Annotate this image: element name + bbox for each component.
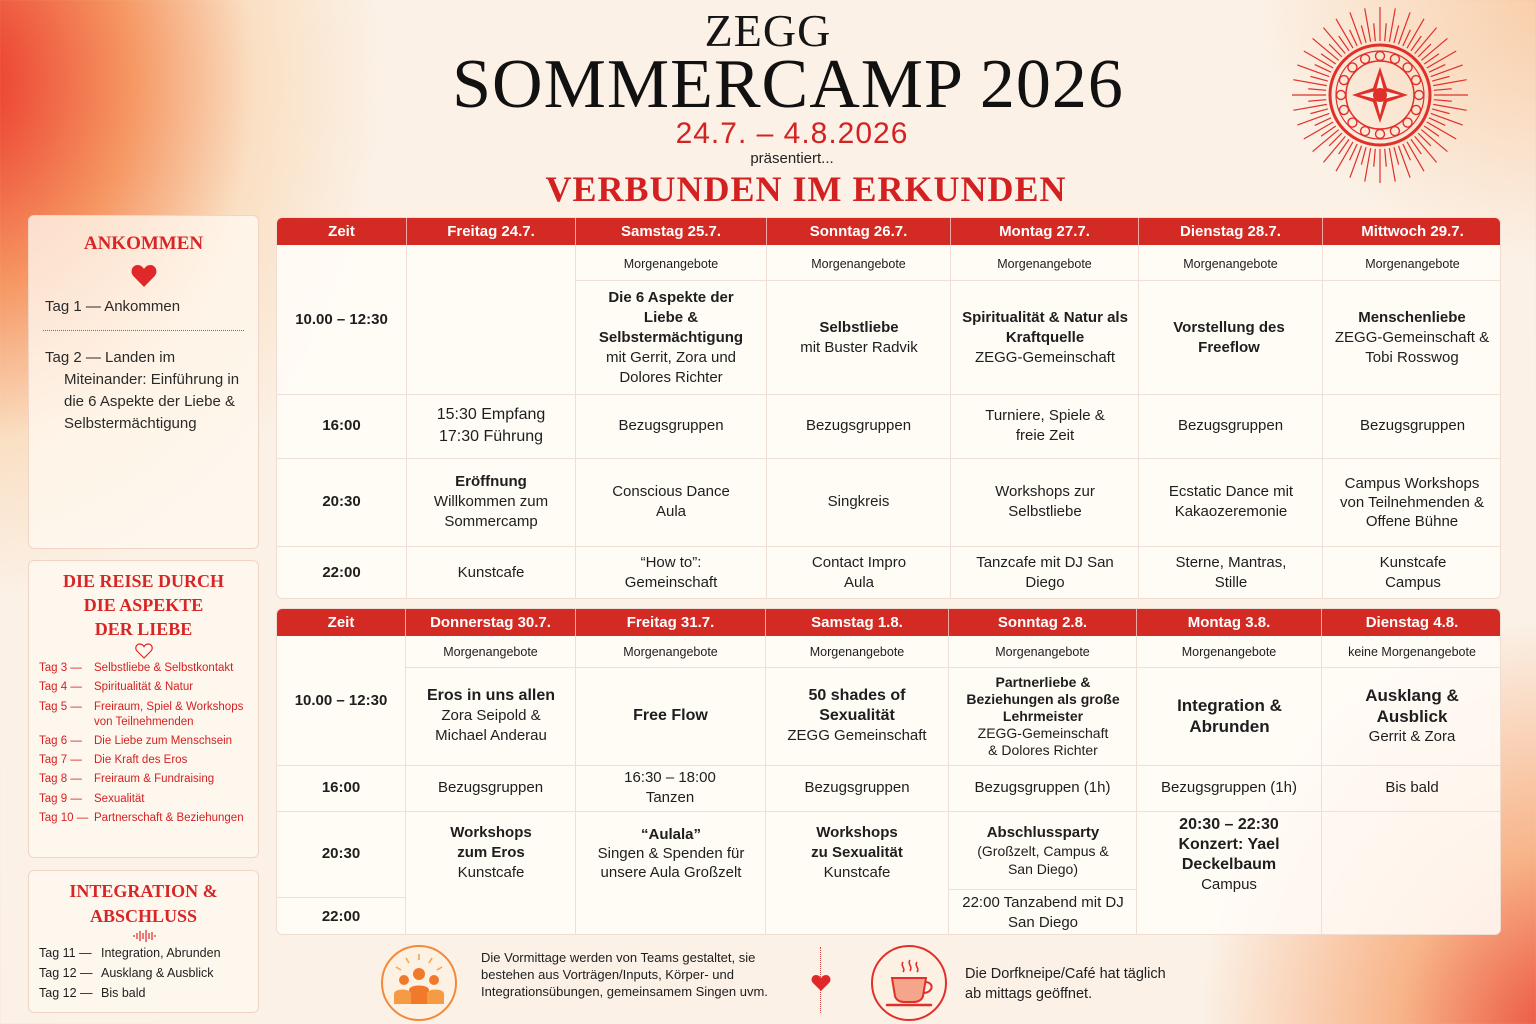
day-theme: Bis bald [101, 986, 146, 1000]
session-title: Ausklang & Ausblick [1365, 686, 1459, 726]
session-cell: Ecstatic Dance mit Kakaozeremonie [1168, 483, 1294, 520]
session-cell: Tanzcafe mit DJ San Diego [976, 554, 1114, 591]
session-cell: Campus Workshops von Teilnehmenden & Offene Bühne [1340, 474, 1484, 530]
morning-offer: keine Morgenangebote [1348, 645, 1476, 659]
closing-title [29, 879, 258, 929]
table-header-row [277, 218, 1501, 245]
session-cell [417, 815, 565, 891]
morning-offer: Morgenangebote [1183, 257, 1278, 271]
session-title: 50 shades of Sexualität [808, 687, 906, 724]
session-cell: 22:00 Tanzabend mit DJ San Diego [962, 894, 1124, 931]
arrival-day-2: Tag 2 — Landen im Miteinander: Einführung in die 6 Aspekte der Liebe & Selbstermächtigung [45, 349, 240, 432]
session-title: “Aulala” [640, 825, 701, 843]
wave-icon [132, 929, 156, 943]
journey-panel [28, 560, 259, 858]
morning-offer: Morgenangebote [811, 257, 906, 271]
session-title: Abschlussparty [986, 824, 1100, 841]
day-theme: Spiritualität & Natur [94, 681, 194, 694]
day-theme: Sexualität [94, 792, 145, 805]
column-header: Mittwoch 29.7. [1361, 223, 1464, 240]
column-header: Donnerstag 30.7. [406, 609, 576, 636]
session-cell [777, 284, 941, 392]
day-theme: Freiraum & Fundraising [94, 773, 215, 786]
session-cell: Singkreis [827, 493, 890, 510]
time-slot: 10.00 – 12:30 [294, 691, 388, 709]
journey-title [29, 569, 258, 641]
day-theme: Partnerschaft & Beziehungen [94, 812, 244, 825]
camp-dates: 24.7. – 4.8.2026 [675, 117, 909, 150]
time-slot: 10.00 – 12:30 [295, 310, 388, 328]
time-slot: 22:00 [321, 907, 361, 925]
session-cell: Conscious Dance Aula [612, 483, 730, 520]
session-cell [593, 284, 749, 392]
day-theme: Die Kraft des Eros [94, 754, 188, 767]
divider [43, 330, 244, 331]
heart-icon [811, 974, 831, 992]
session-host: ZEGG-Gemeinschaft [974, 349, 1116, 366]
session-host: ZEGG-Gemeinschaft & Tobi Rosswog [1334, 329, 1490, 366]
session-title: 20:30 – 22:30 Konzert: Yael Deckelbaum [1178, 816, 1280, 873]
session-title: Vorstellung des Freeflow [1173, 319, 1285, 356]
journey-day [29, 700, 258, 730]
day-number: Tag 12 — [39, 966, 93, 980]
camp-motto: VERBUNDEN IM ERKUNDEN [545, 169, 1067, 209]
session-cell: Workshops zur Selbstliebe [995, 483, 1095, 520]
day-number: Tag 6 — [39, 734, 82, 747]
journey-title-line: DIE REISE DURCH [62, 571, 225, 591]
journey-title-line: DER LIEBE [94, 619, 193, 639]
session-cell [955, 667, 1131, 765]
session-cell: Kunstcafe [457, 564, 525, 581]
journey-day [29, 792, 258, 807]
day-number: Tag 10 — [39, 812, 89, 825]
column-header: Zeit [277, 609, 406, 636]
session-title: Integration & Abrunden [1177, 696, 1282, 736]
sun-mandala-icon [1290, 5, 1470, 185]
page-title: SOMMERCAMP 2026 [452, 46, 1124, 123]
column-header: Dienstag 4.8. [1365, 614, 1459, 631]
time-slot: 22:00 [322, 564, 361, 581]
morning-offer: Morgenangebote [1365, 257, 1460, 271]
session-cell: Bezugsgruppen [1177, 417, 1284, 434]
day-number: Tag 7 — [39, 754, 82, 767]
session-cell: 16:30 – 18:00 Tanzen [624, 769, 716, 806]
column-header: Sonntag 26.7. [767, 218, 951, 245]
morning-offer: Morgenangebote [809, 645, 905, 659]
day-number: Tag 4 — [39, 681, 82, 694]
session-cell: Bezugsgruppen [437, 779, 544, 796]
arrival-panel [28, 215, 259, 549]
session-cell: Bezugsgruppen [805, 417, 912, 434]
session-cell: Bezugsgruppen [804, 779, 910, 796]
session-title: Partnerliebe & Beziehungen als große Lehrmeister [966, 673, 1120, 724]
session-title: Selbstliebe [819, 319, 899, 336]
day-number: Tag 3 — [39, 662, 82, 674]
morning-offer: Morgenangebote [443, 645, 538, 659]
session-cell [417, 458, 565, 546]
session-cell [576, 669, 765, 763]
group-icon [380, 944, 458, 1022]
table-header-row [277, 609, 1501, 636]
day-number: Tag 12 — [39, 986, 93, 1000]
schedule-week-2 [276, 608, 1501, 935]
arrival-day-1: Tag 1 — Ankommen [45, 298, 181, 315]
session-cell: Kunstcafe Campus [1379, 554, 1447, 591]
time-slot: 16:00 [322, 417, 361, 434]
morning-offer: Morgenangebote [623, 257, 719, 271]
day-theme: Die Liebe zum Menschsein [94, 734, 233, 747]
day-theme: Ausklang & Ausblick [101, 966, 214, 980]
session-host: Kunstcafe [823, 864, 891, 881]
session-host: ZEGG Gemeinschaft [787, 727, 927, 744]
closing-panel [28, 870, 259, 1013]
session-host: Singen & Spenden für unsere Aula Großzelt [597, 844, 745, 881]
day-number: Tag 9 — [39, 792, 82, 805]
journey-day [29, 661, 258, 676]
session-cell: Bezugsgruppen (1h) [1161, 779, 1297, 796]
session-host: mit Buster Radvik [800, 339, 918, 356]
day-number: Tag 5 — [39, 700, 82, 713]
session-title: Menschenliebe [1358, 309, 1466, 326]
session-cell [1147, 813, 1311, 897]
day-theme: Freiraum, Spiel & Workshops von Teilnehmenden [94, 700, 244, 728]
closing-day [29, 985, 258, 1001]
journey-day [29, 811, 258, 826]
column-header: Freitag 24.7. [407, 218, 576, 245]
time-slot: 20:30 [322, 493, 361, 510]
arrival-title: ANKOMMEN [83, 233, 204, 254]
session-host: Gerrit & Zora [1368, 728, 1456, 745]
session-host: (Großzelt, Campus & San Diego) [977, 843, 1109, 877]
session-host: ZEGG-Gemeinschaft & Dolores Richter [977, 724, 1109, 758]
session-cell [1165, 284, 1293, 392]
session-cell [1342, 669, 1482, 763]
time-slot: 16:00 [321, 779, 361, 796]
day-number: Tag 11 — [39, 946, 92, 960]
closing-day [29, 945, 258, 961]
session-title: Spiritualität & Natur als Kraftquelle [962, 309, 1128, 346]
time-slot: 20:30 [321, 845, 361, 862]
column-header: Montag 3.8. [1137, 609, 1322, 636]
session-cell: “How to”: Gemeinschaft [624, 554, 718, 591]
morning-offer: Morgenangebote [997, 257, 1092, 271]
morning-teams-note: Die Vormittage werden von Teams gestaltet, sie bestehen aus Vorträgen/Inputs, Körper- und Integrationsübungen, gemeinsamem Singen uvm. [481, 950, 768, 999]
day-number: Tag 8 — [39, 773, 82, 786]
session-cell: Contact Impro Aula [811, 554, 907, 591]
journey-day [29, 680, 258, 695]
day-theme: Selbstliebe & Selbstkontakt [94, 662, 234, 674]
column-header: Zeit [277, 218, 407, 245]
coffee-cup-icon [870, 944, 948, 1022]
closing-title-line: ABSCHLUSS [89, 906, 198, 926]
session-cell [961, 284, 1129, 392]
session-cell: Bis bald [1385, 779, 1439, 796]
morning-offer: Morgenangebote [995, 645, 1090, 659]
session-host: Campus [1201, 876, 1257, 893]
session-title: Free Flow [633, 707, 708, 724]
session-title: Eröffnung [455, 473, 527, 490]
session-host: Willkommen zum Sommercamp [433, 493, 549, 530]
closing-day [29, 965, 258, 981]
session-cell: Bezugsgruppen [618, 417, 724, 434]
session-cell: Turniere, Spiele & freie Zeit [985, 407, 1105, 444]
session-cell [776, 815, 938, 891]
session-cell [586, 815, 756, 891]
column-header: Dienstag 28.7. [1139, 218, 1323, 245]
session-cell [417, 669, 565, 763]
column-header: Freitag 31.7. [576, 609, 766, 636]
cafe-note: Die Dorfkneipe/Café hat täglich ab mittags geöffnet. [965, 966, 1166, 1002]
heart-outline-icon [135, 643, 153, 659]
journey-day [29, 772, 258, 787]
column-header: Sonntag 2.8. [949, 609, 1137, 636]
schedule-week-1 [276, 217, 1501, 599]
session-host: mit Gerrit, Zora und Dolores Richter [605, 349, 737, 386]
journey-day [29, 734, 258, 749]
column-header: Montag 27.7. [951, 218, 1139, 245]
presents-text: präsentiert... [750, 150, 834, 167]
session-title: Workshops zu Sexualität [811, 824, 903, 861]
heart-icon [131, 264, 157, 288]
column-header: Samstag 1.8. [766, 609, 949, 636]
session-cell [776, 669, 938, 763]
session-cell: 15:30 Empfang 17:30 Führung [436, 406, 546, 445]
brand-name: ZEGG [704, 5, 832, 56]
session-cell: Bezugsgruppen (1h) [974, 779, 1111, 796]
journey-title-line: DIE ASPEKTE [83, 595, 204, 615]
journey-day [29, 753, 258, 768]
session-title: Workshops zum Eros [450, 824, 532, 861]
session-host: Zora Seipold & Michael Anderau [435, 707, 547, 744]
closing-title-line: INTEGRATION & [69, 881, 218, 901]
session-cell [1157, 669, 1302, 763]
session-cell [959, 815, 1127, 887]
morning-offer: Morgenangebote [623, 645, 718, 659]
session-cell [1329, 284, 1495, 392]
session-cell: Bezugsgruppen [1359, 417, 1466, 434]
session-title: Die 6 Aspekte der Liebe & Selbstermächtigung [598, 289, 744, 346]
session-host: Kunstcafe [457, 864, 525, 881]
morning-offer: Morgenangebote [1181, 645, 1277, 659]
day-theme: Integration, Abrunden [101, 946, 221, 960]
session-cell: Sterne, Mantras, Stille [1175, 554, 1287, 591]
session-title: Eros in uns allen [426, 687, 556, 704]
column-header: Samstag 25.7. [576, 218, 767, 245]
